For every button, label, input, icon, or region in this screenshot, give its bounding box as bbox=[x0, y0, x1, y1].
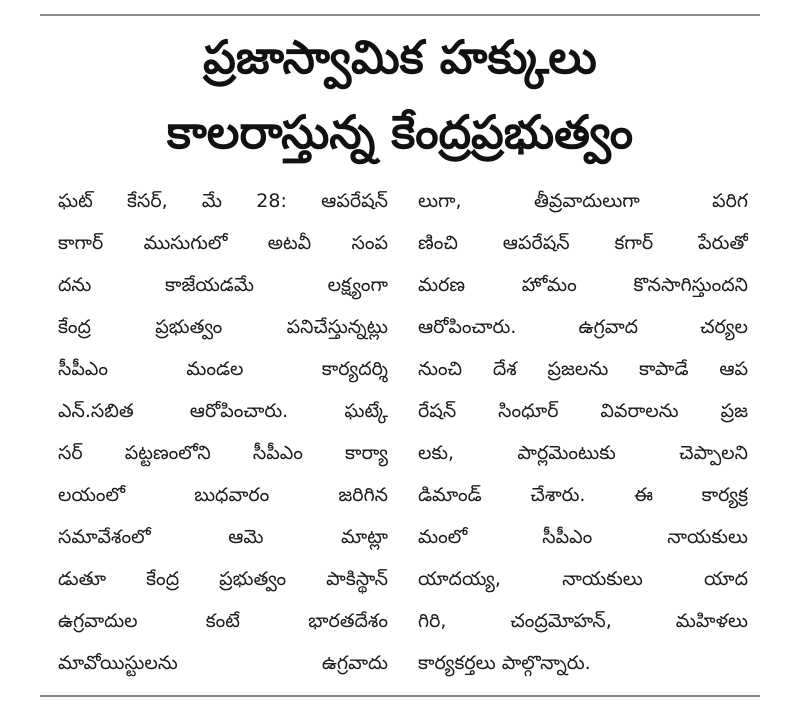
bottom-divider bbox=[40, 695, 760, 697]
headline-line-2: కాలరాస్తున్న కేంద్రప్రభుత్వం bbox=[166, 105, 634, 159]
article-body bbox=[58, 180, 758, 685]
article-line: గిరి, చంద్రమోహన్, మహిళలు bbox=[418, 610, 748, 632]
article-line: సీపీఎం మండల కార్యదర్శి bbox=[58, 358, 388, 380]
article-line: సమావేశంలో ఆమె మాట్లా bbox=[58, 526, 388, 548]
article-line: ఘట్ కేసర్, మే 28: ఆపరేషన్ bbox=[58, 190, 388, 212]
article-line: ణించి ఆపరేషన్ కగార్ పేరుతో bbox=[418, 232, 748, 254]
article-line: డిమాండ్ చేశారు. ఈ కార్యక్ర bbox=[418, 484, 748, 506]
article-line: మంలో సీపీఎం నాయకులు bbox=[418, 526, 748, 548]
article-line: కేంద్ర ప్రభుత్వం పనిచేస్తున్నట్లు bbox=[58, 316, 388, 338]
article-line: మావోయిస్టులను ఉగ్రవాదు bbox=[58, 652, 388, 674]
top-divider bbox=[40, 14, 760, 16]
article-column-right bbox=[418, 180, 748, 684]
article-column-left bbox=[58, 180, 388, 684]
headline-line-1: ప్రజాస్వామిక హక్కులు bbox=[203, 30, 597, 84]
article-line: మరణ హోమం కొనసాగిస్తుందని bbox=[418, 274, 748, 296]
article-line: దను కాజేయడమే లక్ష్యంగా bbox=[58, 274, 388, 296]
article-line: రేషన్ సింధూర్ వివరాలను ప్రజ bbox=[418, 400, 748, 422]
article-line: ఎన్.సబిత ఆరోపించారు. ఘట్కే bbox=[58, 400, 388, 422]
article-line: ఆరోపించారు. ఉగ్రవాద చర్యల bbox=[418, 316, 748, 338]
article-line: లుగా, తీవ్రవాదులుగా పరిగ bbox=[418, 190, 748, 212]
article-line: సర్ పట్టణంలోని సీపీఎం కార్యా bbox=[58, 442, 388, 464]
article-line: లయంలో బుధవారం జరిగిన bbox=[58, 484, 388, 506]
article-line: డుతూ కేంద్ర ప్రభుత్వం పాకిస్థాన్ bbox=[58, 568, 388, 590]
article-line: యాదయ్య, నాయకులు యాద bbox=[418, 568, 748, 590]
article-line: కాగార్ ముసుగులో అటవీ సంప bbox=[58, 232, 388, 254]
article-line: కార్యకర్తలు పాల్గొన్నారు. bbox=[418, 652, 591, 674]
article-line: లకు, పార్లమెంటుకు చెప్పాలని bbox=[418, 442, 748, 464]
article-line: ఉగ్రవాదుల కంటే భారతదేశం bbox=[58, 610, 388, 632]
article-line: నుంచి దేశ ప్రజలను కాపాడే ఆప bbox=[418, 358, 748, 380]
